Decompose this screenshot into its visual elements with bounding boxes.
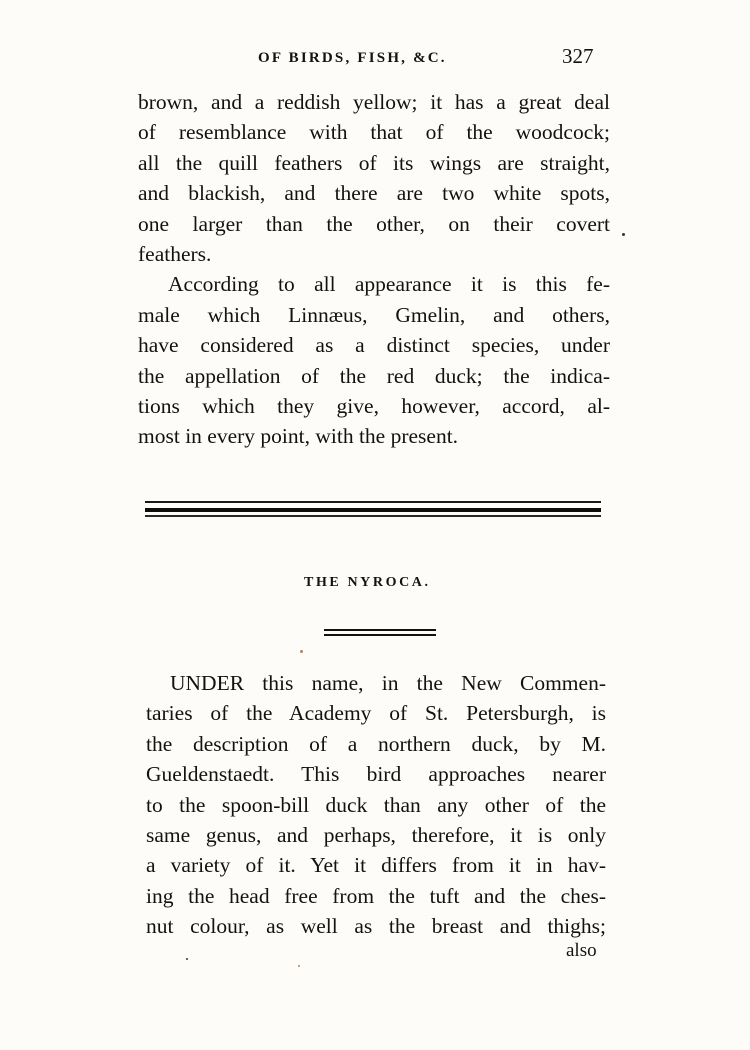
running-head: OF BIRDS, FISH, &C. — [258, 50, 447, 66]
section-divider-rule — [145, 501, 601, 503]
section-divider-rule — [145, 508, 601, 512]
text-line: nut colour, as well as the breast and thighs; — [146, 914, 606, 939]
text-line: a variety of it. Yet it differs from it in hav- — [146, 853, 606, 878]
text-line: taries of the Academy of St. Petersburgh, is — [146, 701, 606, 726]
text-line: the description of a northern duck, by M. — [146, 731, 606, 756]
text-line: the appellation of the red duck; the indica- — [138, 363, 610, 388]
title-underline-rule — [324, 629, 436, 631]
section-text-block — [146, 668, 606, 942]
text-line: UNDER this name, in the New Commen- — [170, 671, 606, 695]
section-divider-rule — [145, 515, 601, 517]
text-line: all the quill feathers of its wings are straight, — [138, 150, 610, 175]
text-line: have considered as a distinct species, under — [138, 333, 610, 358]
text-line: to the spoon-bill duck than any other of the — [146, 792, 606, 817]
paper-speck — [298, 965, 300, 967]
section-title: THE NYROCA. — [304, 575, 431, 590]
text-line: and blackish, and there are two white spots, — [138, 181, 610, 206]
title-underline-rule — [324, 634, 436, 636]
text-line: brown, and a reddish yellow; it has a great deal — [138, 90, 610, 114]
text-line: feathers. — [138, 242, 212, 267]
text-line: ing the head free from the tuft and the ches- — [146, 883, 606, 908]
text-line: According to all appearance it is this fe- — [168, 272, 610, 297]
paper-speck — [186, 958, 188, 960]
text-line: Gueldenstaedt. This bird approaches nearer — [146, 762, 606, 787]
text-line: male which Linnæus, Gmelin, and others, — [138, 302, 610, 327]
continued-text-block — [138, 87, 610, 452]
page-number: 327 — [562, 44, 594, 68]
paper-speck — [622, 233, 625, 236]
text-line: one larger than the other, on their covert — [138, 211, 610, 236]
paper-speck — [300, 650, 303, 653]
text-line: of resemblance with that of the woodcock; — [138, 120, 610, 145]
text-line: tions which they give, however, accord, al- — [138, 394, 610, 419]
text-line: same genus, and perhaps, therefore, it is only — [146, 823, 606, 848]
text-line: most in every point, with the present. — [138, 424, 459, 449]
catchword: also — [566, 940, 597, 961]
